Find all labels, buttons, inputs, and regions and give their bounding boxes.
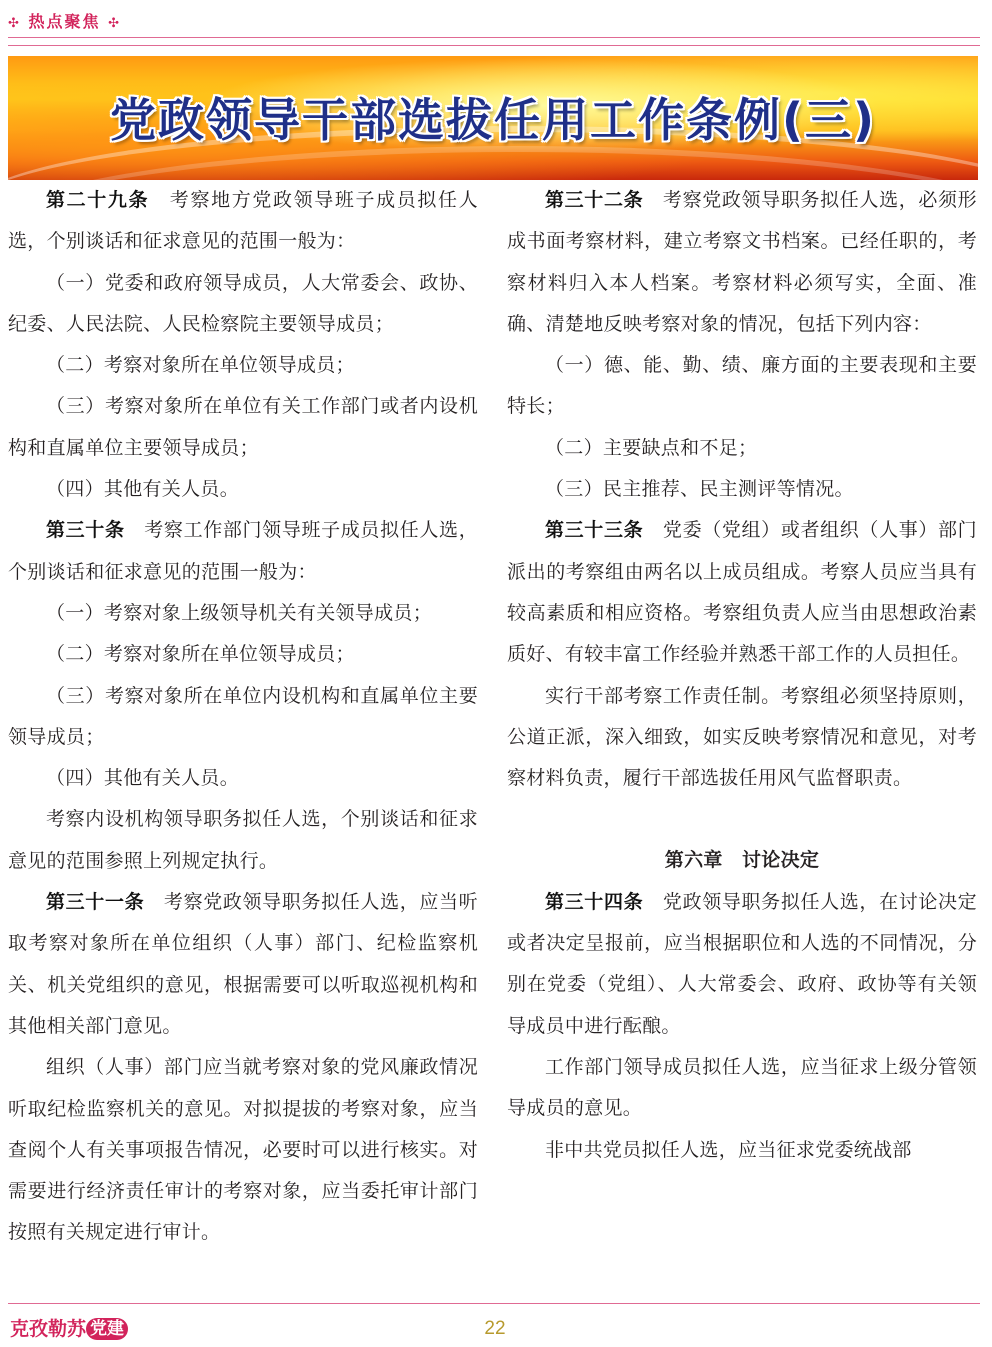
paragraph <box>507 676 977 800</box>
paragraph <box>8 263 478 346</box>
paragraph-text: （二）主要缺点和不足； <box>545 436 758 459</box>
paragraph <box>8 882 478 1047</box>
paragraph <box>8 634 478 675</box>
chapter-heading: 第六章 讨论决定 <box>664 849 820 872</box>
paragraph <box>8 799 478 882</box>
paragraph-text: （四）其他有关人员。 <box>46 767 240 790</box>
paragraph-text: 组织（人事）部门应当就考察对象的党风廉政情况听取纪检监察机关的意见。对拟提拔的考察对象，应当查阅个人有关事项报告情况，必要时可以进行核实。对需要进行经济责任审计的考察对象，应当委托审计部门按照有关规定进行审计。 <box>8 1056 478 1244</box>
ornament-icon: ✣ <box>108 16 121 31</box>
magazine-brand <box>10 1316 128 1342</box>
brand-prefix: 克孜勒苏 <box>10 1318 87 1340</box>
paragraph-text: 实行干部考察工作责任制。考察组必须坚持原则，公道正派，深入细致，如实反映考察情况和意见，对考察材料负责，履行干部选拔任用风气监督职责。 <box>507 684 977 790</box>
article-title: 党政领导干部选拔任用工作条例(三) <box>109 93 877 147</box>
paragraph-text: （四）其他有关人员。 <box>46 478 240 501</box>
right-column <box>507 180 977 1171</box>
paragraph <box>8 676 478 759</box>
paragraph <box>507 428 977 469</box>
paragraph <box>8 386 478 469</box>
paragraph <box>507 510 977 675</box>
paragraph <box>507 1047 977 1130</box>
paragraph-text: 考察工作部门领导班子成员拟任人选，个别谈话和征求意见的范围一般为： <box>8 519 478 583</box>
paragraph-text: （三）民主推荐、民主测评等情况。 <box>545 478 854 501</box>
ornament-icon: ✣ <box>8 16 21 31</box>
paragraph-text: 考察党政领导职务拟任人选，必须形成书面考察材料，建立考察文书档案。已经任职的，考察材料归入本人档案。考察材料必须写实，全面、准确、清楚地反映考察对象的情况，包括下列内容： <box>507 189 977 335</box>
paragraph-text: （一）党委和政府领导成员，人大常委会、政协、纪委、人民法院、人民检察院主要领导成员； <box>8 271 478 335</box>
paragraph <box>8 758 478 799</box>
paragraph <box>507 469 977 510</box>
paragraph-text: （二）考察对象所在单位领导成员； <box>46 643 355 666</box>
footer-rule <box>8 1303 980 1304</box>
paragraph <box>507 180 977 345</box>
section-tag <box>8 10 121 34</box>
header-rule-top <box>8 37 980 38</box>
article-number: 第三十条 <box>46 519 125 542</box>
paragraph <box>8 180 478 263</box>
paragraph-text: 考察党政领导职务拟任人选，应当听取考察对象所在单位组织（人事）部门、纪检监察机关、机关党组织的意见，根据需要可以听取巡视机构和其他相关部门意见。 <box>8 891 478 1037</box>
paragraph-text: （一）考察对象上级领导机关有关领导成员； <box>46 601 433 624</box>
paragraph <box>8 345 478 386</box>
article-number: 第三十一条 <box>46 891 145 914</box>
brand-highlight: 党建 <box>86 1318 128 1340</box>
article-number: 第三十三条 <box>545 519 644 542</box>
spacer <box>507 799 977 840</box>
paragraph-text: （三）考察对象所在单位有关工作部门或者内设机构和直属单位主要领导成员； <box>8 395 478 459</box>
article-number: 第三十二条 <box>545 189 644 211</box>
paragraph <box>8 469 478 510</box>
paragraph-text: 考察地方党政领导班子成员拟任人选，个别谈话和征求意见的范围一般为： <box>8 189 478 253</box>
title-banner <box>8 56 978 180</box>
paragraph <box>8 593 478 634</box>
left-column <box>8 180 478 1254</box>
article-number: 第三十四条 <box>545 890 644 913</box>
paragraph <box>507 345 977 428</box>
paragraph-text: （三）考察对象所在单位内设机构和直属单位主要领导成员； <box>8 684 478 748</box>
header-rule-bottom <box>8 45 980 46</box>
article-number: 第二十九条 <box>46 189 150 211</box>
page-number: 22 <box>484 1318 506 1339</box>
paragraph-text: （一）德、能、勤、绩、廉方面的主要表现和主要特长； <box>507 354 977 418</box>
paragraph <box>507 882 977 1047</box>
paragraph-text: 考察内设机构领导职务拟任人选，个别谈话和征求意见的范围参照上列规定执行。 <box>8 808 478 872</box>
section-label: 热点聚焦 <box>28 12 101 31</box>
paragraph <box>8 1047 478 1253</box>
paragraph <box>507 1130 977 1171</box>
paragraph-text: 非中共党员拟任人选，应当征求党委统战部 <box>545 1138 912 1161</box>
paragraph-text: （二）考察对象所在单位领导成员； <box>46 354 355 377</box>
paragraph-text: 工作部门领导成员拟任人选，应当征求上级分管领导成员的意见。 <box>507 1055 977 1120</box>
paragraph <box>8 510 478 593</box>
paragraph-text: 党政领导职务拟任人选，在讨论决定或者决定呈报前，应当根据职位和人选的不同情况，分别在党委（党组）、人大常委会、政府、政协等有关领导成员中进行酝酿。 <box>507 890 977 1037</box>
paragraph-text: 党委（党组）或者组织（人事）部门派出的考察组由两名以上成员组成。考察人员应当具有较高素质和相应资格。考察组负责人应当由思想政治素质好、有较丰富工作经验并熟悉干部工作的人员担任。 <box>507 519 977 666</box>
